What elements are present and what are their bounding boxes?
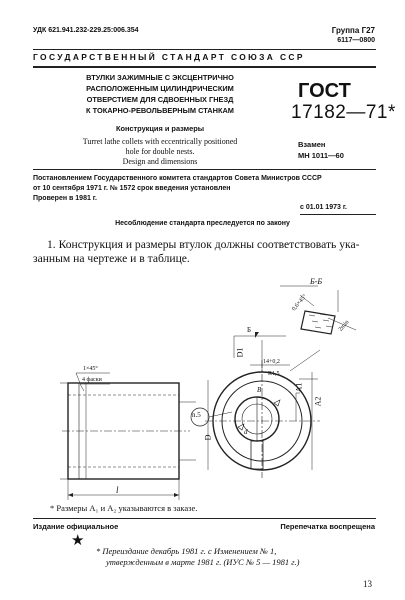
reissue-line: * Переиздание декабрь 1981 г. с Изменением № 1,	[96, 546, 277, 556]
dim-width: 2min	[337, 319, 351, 333]
dim-a2: A2	[313, 396, 323, 407]
violation-notice: Несоблюдение стандарта преследуется по закону	[115, 220, 290, 227]
reprint-prohibited: Перепечатка воспрещена	[280, 522, 375, 531]
title-en-line: Turret lathe collets with eccentrically positioned	[82, 137, 238, 146]
replaces-label: Взамен	[298, 140, 326, 149]
dim-threads: 4 фаски	[82, 377, 102, 383]
dim-d1: D1	[235, 347, 245, 358]
gost-number: 17182—71*	[291, 102, 396, 123]
introduction-date: с 01.01 1973 г.	[300, 204, 347, 211]
section-mark-label: Б	[247, 326, 252, 334]
dim-r15: R1,5	[268, 371, 280, 377]
replaces-value: МН 1011—60	[298, 151, 344, 160]
clause-line: 1. Конструкция и размеры втулок должны соответствовать ука-	[47, 238, 360, 251]
section-title: Б-Б	[310, 277, 323, 286]
decree-line: от 10 сентября 1971 г. № 1572 срок введения установлен	[33, 185, 231, 192]
reissue-line: утвержденным в марте 1981 г. (ИУС № 5 — 1981 г.)	[106, 557, 300, 567]
dim-d-small: d	[244, 428, 248, 436]
udk-code: УДК 621.941.232-229.25:006.354	[33, 27, 139, 34]
side-view	[60, 373, 196, 500]
page-number: 13	[363, 579, 372, 589]
reissue-note	[96, 546, 386, 568]
gost-label: ГОСТ	[298, 80, 351, 102]
decree-line: Постановлением Государственного комитета стандартов Совета Министров СССР	[33, 175, 322, 182]
end-view	[191, 336, 323, 478]
dim-45: 0,6×45°	[291, 293, 309, 313]
title-en-line: Design and dimensions	[122, 157, 198, 166]
star-icon: ★	[71, 533, 85, 549]
footnote: * Размеры A₁ и A₂ указываются в заказе.	[50, 503, 198, 513]
official-edition: Издание официальное	[33, 522, 119, 531]
section-marker	[255, 332, 259, 338]
standard-banner: ГОСУДАРСТВЕННЫЙ СТАНДАРТ СОЮЗА ССР	[33, 52, 305, 62]
clause-line: занным на чертеже и в таблице.	[33, 252, 190, 265]
decree-checked: Проверен в 1981 г.	[33, 195, 97, 202]
okp-code: 6117—0800	[337, 37, 375, 44]
title-ru-line: РАСПОЛОЖЕННЫМ ЦИЛИНДРИЧЕСКИМ	[86, 84, 234, 93]
dim-length: l	[116, 485, 119, 495]
dim-b: B	[257, 386, 262, 394]
dim-chamfer: 1×45°	[83, 366, 98, 372]
title-ru-subtitle: Конструкция и размеры	[115, 124, 205, 133]
title-ru-line: К ТОКАРНО-РЕВОЛЬВЕРНЫМ СТАНКАМ	[86, 106, 234, 115]
dim-n5: n.5	[192, 411, 201, 419]
dim-v: 14+0,2	[263, 359, 280, 365]
footer-rule	[33, 518, 376, 519]
dim-a1: A1	[294, 382, 304, 393]
title-en-line: hole for double nests.	[125, 147, 195, 156]
dim-d: D	[203, 434, 213, 441]
title-ru-line: ОТВЕРСТИЕМ ДЛЯ СДВОЕННЫХ ГНЕЗД	[86, 95, 234, 104]
title-ru-line: ВТУЛКИ ЗАЖИМНЫЕ С ЭКСЦЕНТРИЧНО	[86, 73, 234, 82]
group-label: Группа Г27	[331, 26, 375, 35]
